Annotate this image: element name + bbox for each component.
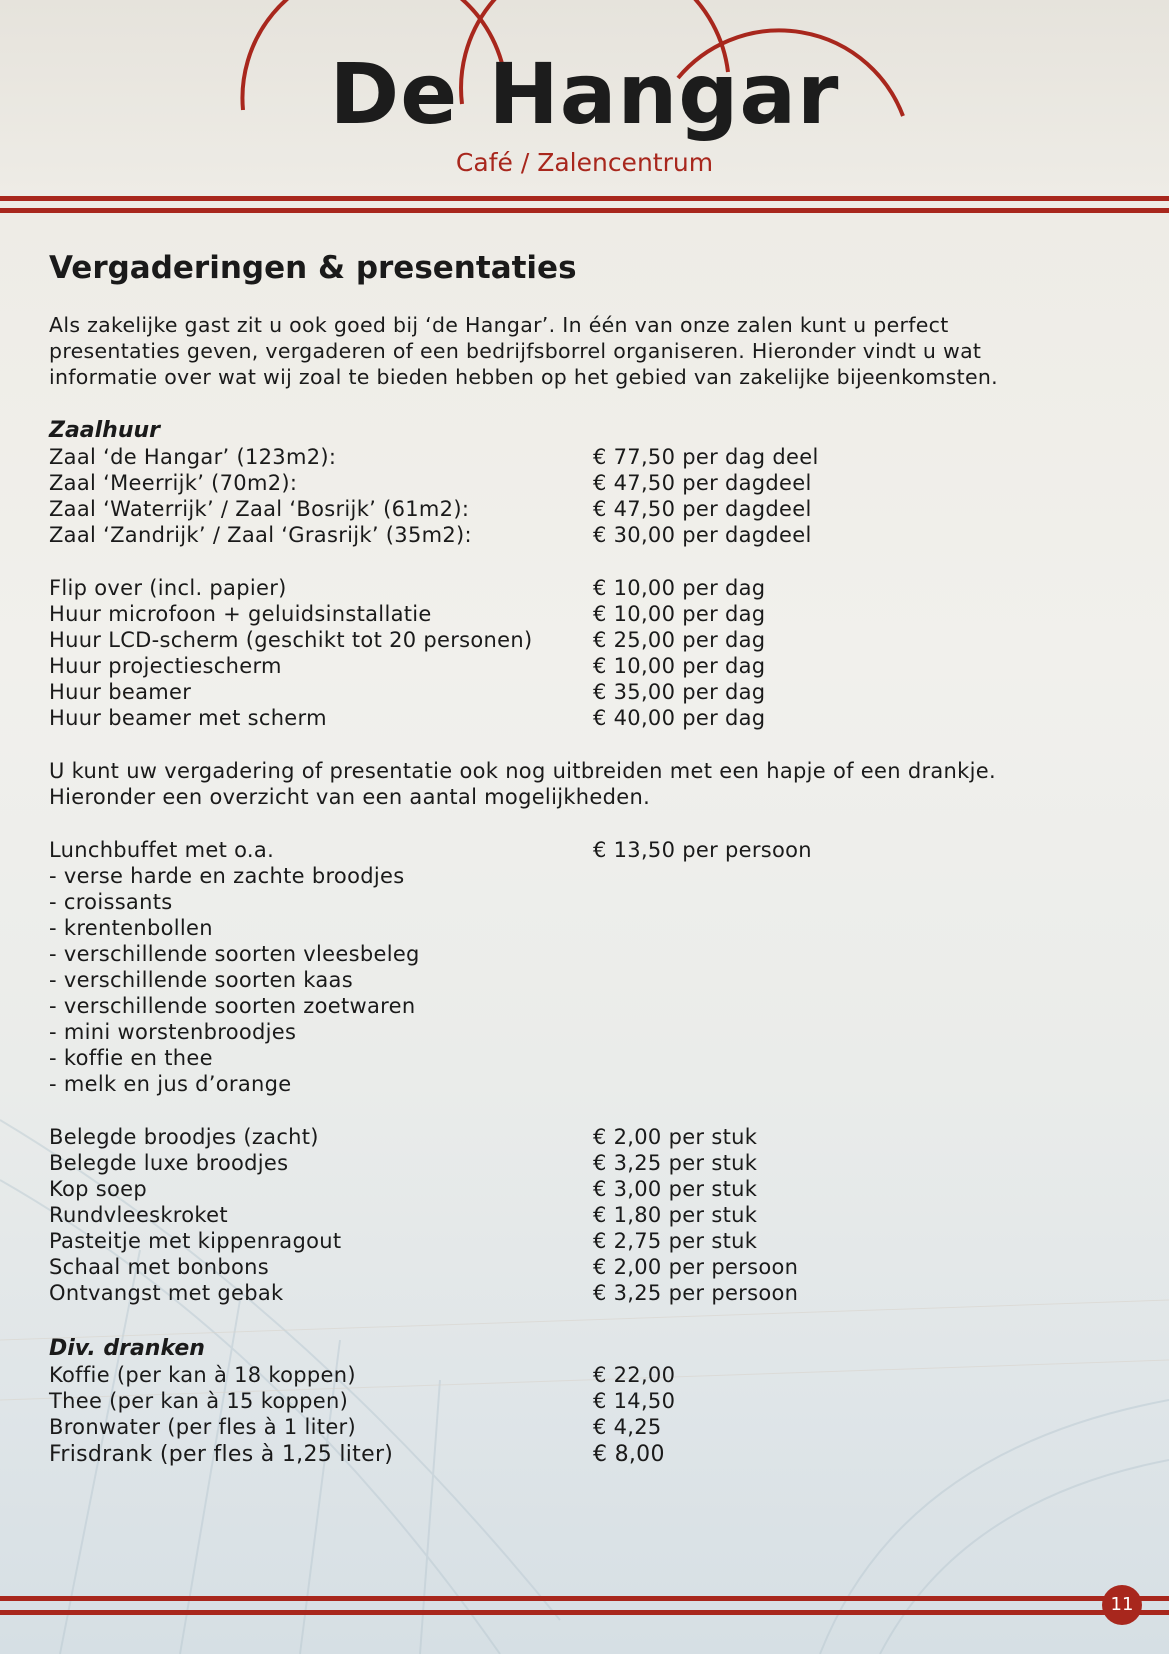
snack-label: Belegde broodjes (zacht)	[49, 1125, 319, 1149]
header-rule-top	[0, 196, 1169, 201]
footer-rule-bottom	[0, 1610, 1169, 1615]
room-row	[49, 445, 1139, 471]
room-label: Zaal ‘de Hangar’ (123m2):	[49, 445, 337, 469]
drink-row	[49, 1442, 1139, 1468]
equipment-price: € 40,00 per dag	[593, 706, 766, 730]
equipment-label: Huur projectiescherm	[49, 654, 282, 678]
snack-label: Ontvangst met gebak	[49, 1281, 284, 1305]
lunch-label: Lunchbuffet met o.a.	[49, 838, 275, 862]
section-heading-zaalhuur: Zaalhuur	[49, 418, 161, 443]
equipment-label: Huur microfoon + geluidsinstallatie	[49, 602, 432, 626]
intro-line: Als zakelijke gast zit u ook goed bij ‘de Hangar’. In één van onze zalen kunt u perfect	[49, 313, 949, 337]
equipment-price: € 10,00 per dag	[593, 576, 766, 600]
drink-label: Bronwater (per fles à 1 liter)	[49, 1415, 356, 1439]
footer-rule-top	[0, 1596, 1169, 1601]
section-heading-dranken: Div. dranken	[49, 1336, 205, 1361]
room-row	[49, 523, 1139, 549]
lunch-item: - verschillende soorten zoetwaren	[49, 994, 416, 1018]
room-label: Zaal ‘Zandrijk’ / Zaal ‘Grasrijk’ (35m2):	[49, 523, 472, 547]
extend-text-line: U kunt uw vergadering of presentatie ook nog uitbreiden met een hapje of een drankje.	[49, 759, 996, 783]
intro-paragraph	[49, 312, 1129, 390]
equipment-row	[49, 654, 1139, 680]
equipment-price: € 10,00 per dag	[593, 654, 766, 678]
equipment-label: Huur LCD-scherm (geschikt tot 20 personen)	[49, 628, 533, 652]
equipment-price: € 25,00 per dag	[593, 628, 766, 652]
equipment-label: Flip over (incl. papier)	[49, 576, 287, 600]
lunch-price: € 13,50 per persoon	[593, 838, 812, 862]
equipment-price: € 35,00 per dag	[593, 680, 766, 704]
equipment-label: Huur beamer met scherm	[49, 706, 327, 730]
room-row	[49, 497, 1139, 523]
snack-row	[49, 1229, 1139, 1255]
header-rule-bottom	[0, 208, 1169, 213]
lunch-item: - croissants	[49, 890, 173, 914]
snack-label: Pasteitje met kippenragout	[49, 1229, 342, 1253]
snack-price: € 2,00 per stuk	[593, 1125, 758, 1149]
room-price: € 77,50 per dag deel	[593, 445, 819, 469]
intro-line: presentaties geven, vergaderen of een bedrijfsborrel organiseren. Hieronder vindt u wat	[49, 339, 982, 363]
equipment-row	[49, 576, 1139, 602]
drink-label: Frisdrank (per fles à 1,25 liter)	[49, 1442, 394, 1467]
drink-row	[49, 1363, 1139, 1389]
snack-row	[49, 1255, 1139, 1281]
page-number: 11	[1102, 1585, 1142, 1625]
lunch-item: - verse harde en zachte broodjes	[49, 864, 405, 888]
room-price: € 47,50 per dagdeel	[593, 471, 812, 495]
logo-title: De Hangar	[329, 45, 840, 143]
snack-price: € 3,25 per persoon	[593, 1281, 799, 1305]
equipment-row	[49, 602, 1139, 628]
lunch-item: - koffie en thee	[49, 1046, 213, 1070]
snack-row	[49, 1151, 1139, 1177]
snack-price: € 2,00 per persoon	[593, 1255, 799, 1279]
intro-line: informatie over wat wij zoal te bieden hebben op het gebied van zakelijke bijeenkomsten.	[49, 365, 998, 389]
drink-price: € 4,25	[593, 1415, 662, 1439]
snack-price: € 1,80 per stuk	[593, 1203, 758, 1227]
room-label: Zaal ‘Waterrijk’ / Zaal ‘Bosrijk’ (61m2):	[49, 497, 470, 521]
room-row	[49, 471, 1139, 497]
drink-label: Koffie (per kan à 18 koppen)	[49, 1363, 356, 1387]
snack-price: € 2,75 per stuk	[593, 1229, 758, 1253]
snack-price: € 3,25 per stuk	[593, 1151, 758, 1175]
snack-row	[49, 1177, 1139, 1203]
lunch-row	[49, 838, 1139, 864]
page-header	[0, 0, 1169, 200]
equipment-row	[49, 706, 1139, 732]
equipment-row	[49, 628, 1139, 654]
lunch-item: - melk en jus d’orange	[49, 1072, 292, 1096]
room-label: Zaal ‘Meerrijk’ (70m2):	[49, 471, 298, 495]
snack-row	[49, 1125, 1139, 1151]
logo-subtitle: Café / Zalencentrum	[455, 148, 714, 177]
drink-label: Thee (per kan à 15 koppen)	[49, 1389, 349, 1413]
lunch-item: - verschillende soorten kaas	[49, 968, 353, 992]
snack-label: Belegde luxe broodjes	[49, 1151, 289, 1175]
drink-price: € 8,00	[593, 1442, 665, 1467]
drink-row	[49, 1415, 1139, 1441]
snack-row	[49, 1203, 1139, 1229]
equipment-price: € 10,00 per dag	[593, 602, 766, 626]
page-title: Vergaderingen & presentaties	[49, 250, 577, 286]
snack-row	[49, 1281, 1139, 1307]
drink-row	[49, 1389, 1139, 1415]
lunch-item: - verschillende soorten vleesbeleg	[49, 942, 420, 966]
snack-label: Kop soep	[49, 1177, 148, 1201]
room-price: € 30,00 per dagdeel	[593, 523, 812, 547]
snack-price: € 3,00 per stuk	[593, 1177, 758, 1201]
snack-label: Rundvleeskroket	[49, 1203, 228, 1227]
room-price: € 47,50 per dagdeel	[593, 497, 812, 521]
equipment-row	[49, 680, 1139, 706]
extend-text-line: Hieronder een overzicht van een aantal mogelijkheden.	[49, 785, 651, 809]
equipment-label: Huur beamer	[49, 680, 192, 704]
lunch-item: - mini worstenbroodjes	[49, 1020, 297, 1044]
snack-label: Schaal met bonbons	[49, 1255, 270, 1279]
lunch-item: - krentenbollen	[49, 916, 213, 940]
drink-price: € 14,50	[593, 1389, 676, 1413]
drink-price: € 22,00	[593, 1363, 676, 1387]
